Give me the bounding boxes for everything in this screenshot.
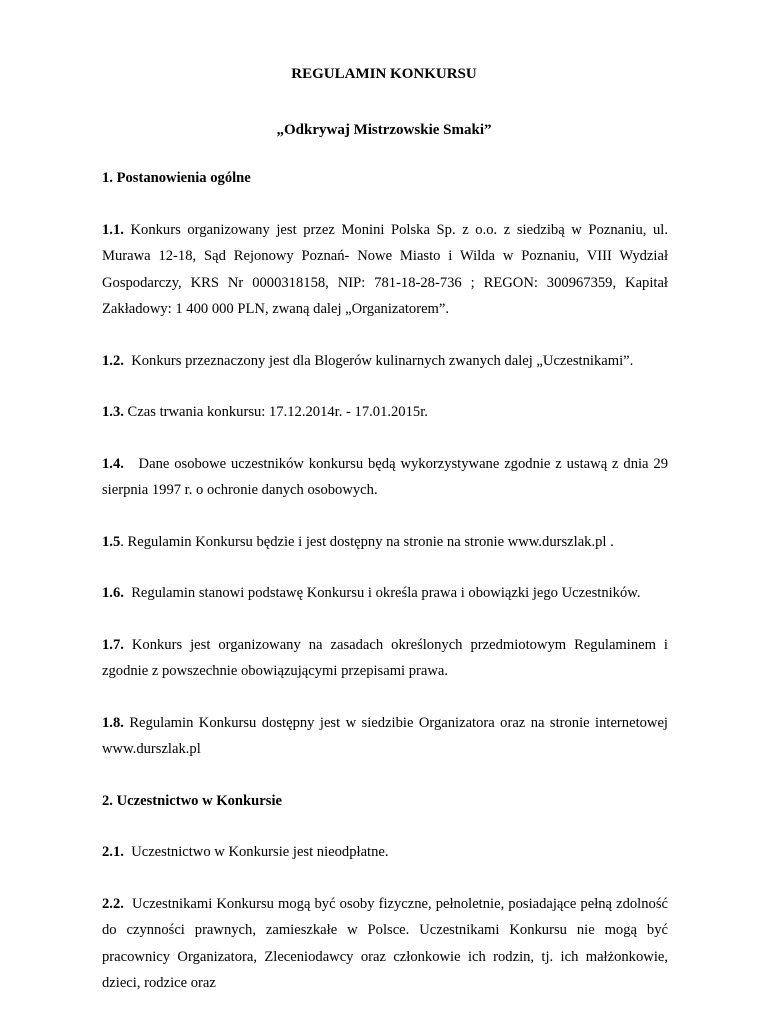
paragraph-number: 1.2. [102,352,124,369]
paragraph-text: Uczestnikami Konkursu mogą być osoby fizyczne, pełnoletnie, posiadające pełną zdolność do czynności prawnych, zamieszkałe w Polsce. Uczestnikami Konkursu nie mogą być pracownicy Organizatora, Zleceniodawcy oraz członkowie ich rodzin, tj. ich małżonkowie, dzieci, rodzice oraz [102,895,668,991]
paragraph-text: Czas trwania konkursu: 17.12.2014r. - 17.01.2015r. [127,404,428,420]
paragraph-1-4 [102,451,668,504]
section-heading-1: 1. Postanowienia ogólne [102,170,251,186]
paragraph-1-3 [102,399,668,426]
paragraph-2-1 [102,839,668,866]
document-body [102,165,668,1022]
paragraph-number: 2.2. [102,895,124,912]
paragraph-text: Regulamin stanowi podstawę Konkursu i określa prawa i obowiązki jego Uczestników. [131,585,641,601]
paragraph-number: 1.6. [102,585,124,601]
paragraph-number: 1.7. [102,636,124,653]
document-subtitle: „Odkrywaj Mistrzowskie Smaki” [276,122,492,138]
paragraph-text: Regulamin Konkursu dostępny jest w siedzibie Organizatora oraz na stronie internetowej www.durszlak.pl [102,714,668,757]
paragraph-number: 1.4. [102,455,124,472]
paragraph-text: Uczestnictwo w Konkursie jest nieodpłatne. [131,844,389,860]
paragraph-number: 1.5 [102,533,121,550]
paragraph-1-7 [102,632,668,685]
section-heading-2: 2. Uczestnictwo w Konkursie [102,792,282,809]
paragraph-text: Konkurs jest organizowany na zasadach określonych przedmiotowym Regulaminem i zgodnie z powszechnie obowiązującymi przepisami prawa. [102,636,668,679]
paragraph-text: Dane osobowe uczestników konkursu będą wykorzystywane zgodnie z ustawą z dnia 29 sierpnia 1997 r. o ochronie danych osobowych. [102,455,669,498]
paragraph-1-2 [102,348,668,375]
paragraph-1-5 [102,529,668,556]
document-title: REGULAMIN KONKURSU [291,66,477,82]
paragraph-2-2 [102,891,668,997]
paragraph-text: . Regulamin Konkursu będzie i jest dostępny na stronie na stronie www.durszlak.pl . [120,533,614,550]
paragraph-1-6 [102,580,668,607]
paragraph-text: Konkurs przeznaczony jest dla Blogerów kulinarnych zwanych dalej „Uczestnikami”. [131,352,634,369]
paragraph-number: 1.8. [102,714,124,731]
paragraph-number: 2.1. [102,844,124,860]
paragraph-text: Konkurs organizowany jest przez Monini Polska Sp. z o.o. z siedzibą w Poznaniu, ul. Murawa 12-18, Sąd Rejonowy Poznań- Nowe Miasto i Wilda w Poznaniu, VIII Wydział Gospodarczy, KRS Nr 0000318158, NIP: 781-18-28-736 ; REGON: 300967359, Kapitał Zakładowy: 1 400 000 PLN, zwaną dalej „Organizatorem”. [102,221,668,317]
paragraph-number: 1.1. [102,221,124,238]
paragraph-number: 1.3. [102,404,124,420]
paragraph-1-1 [102,217,668,323]
paragraph-1-8 [102,710,668,763]
